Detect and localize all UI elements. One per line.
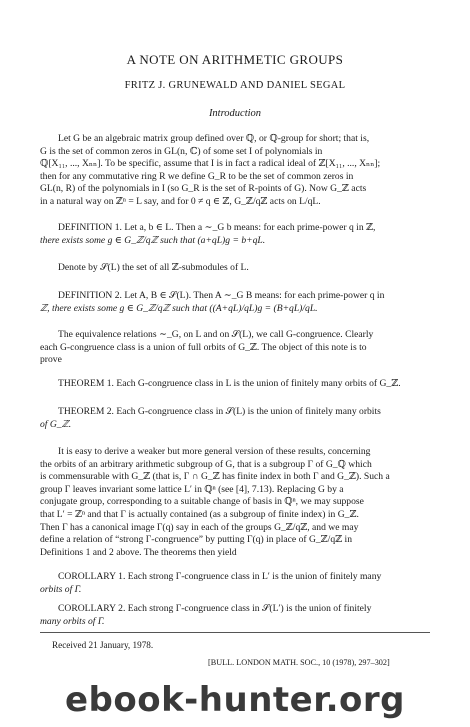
received-date: Received 21 January, 1978. [52, 640, 154, 650]
text-line: ℚ[X₁₁, ..., Xₙₙ]. To be specific, assume that I is in fact a radical ideal of ℤ[X₁₁, ..., Xₙₙ]; [40, 158, 381, 170]
text-line: THEOREM 1. Each G-congruence class in L is the union of finitely many orbits of G_ℤ. [58, 378, 401, 389]
theorem-1 [40, 378, 430, 391]
text-line: in a natural way on ℤⁿ = L say, and for 0 ≠ q ∈ ℤ, G_ℤ/qℤ acts on L/qL. [40, 195, 321, 207]
corollary-1 [40, 571, 430, 596]
paragraph-equivalence [40, 329, 430, 367]
paper-authors: FRITZ J. GRUNEWALD AND DANIEL SEGAL [124, 80, 346, 91]
text-line: Then Γ has a canonical image Γ(q) say in each of the groups G_ℤ/qℤ, and we may [40, 521, 359, 533]
text-line: orbits of Γ. [40, 583, 82, 595]
text-line: Definitions 1 and 2 above. The theorems then yield [40, 546, 237, 558]
text-line: It is easy to derive a weaker but more general version of these results, concerning [58, 446, 371, 457]
text-line: COROLLARY 2. Each strong Γ-congruence class in 𝒮(L′) is the union of finitely [58, 603, 372, 614]
text-line: there exists some g ∈ G_ℤ/qℤ such that (a+qL)g = b+qL. [40, 234, 266, 246]
text-line: DEFINITION 2. Let A, B ∈ 𝒮(L). Then A ∼_G B means: for each prime-power q in [58, 290, 385, 301]
text-line: conjugate group, corresponding to a suitable change of basis in ℚⁿ, we may suppose [40, 496, 364, 508]
text-line: many orbits of Γ. [40, 615, 105, 627]
text-line: DEFINITION 1. Let a, b ∈ L. Then a ∼_G b means: for each prime-power q in ℤ, [58, 222, 376, 233]
text-line: prove [40, 354, 62, 366]
text-line: Let G be an algebraic matrix group defined over ℚ, or ℚ-group for short; that is, [58, 133, 370, 144]
text-line: COROLLARY 1. Each strong Γ-congruence class in L′ is the union of finitely many [58, 571, 382, 582]
corollary-2 [40, 603, 430, 628]
text-line: THEOREM 2. Each G-congruence class in 𝒮(L) is the union of finitely many orbits [58, 406, 381, 417]
text-line: group Γ leaves invariant some lattice L′ in ℚⁿ (see [4], 7.13). Replacing G by a [40, 483, 344, 495]
text-line: that L′ = ℤⁿ and that Γ is actually contained (as a subgroup of finite index) in G_ℤ. [40, 508, 359, 520]
text-line: the orbits of an arbitrary arithmetic subgroup of G, that is a subgroup Γ of G_ℚ which [40, 458, 372, 470]
section-heading: Introduction [208, 108, 262, 119]
text-line: is commensurable with G_ℤ (that is, Γ ∩ G_ℤ has finite index in both Γ and G_ℤ). Such a [40, 471, 390, 483]
definition-2 [40, 290, 430, 315]
text-line: Denote by 𝒮(L) the set of all ℤ-submodules of L. [58, 262, 249, 273]
text-line: ℤ, there exists some g ∈ G_ℤ/qℤ such that ((A+qL)/qL)g = (B+qL)/qL. [40, 302, 318, 314]
definition-1 [40, 222, 430, 247]
paper-title: A NOTE ON ARITHMETIC GROUPS [126, 52, 344, 67]
watermark-logo: ebook-hunter.org [64, 680, 406, 720]
text-line: G is the set of common zeros in GL(n, ℂ) of some set I of polynomials in [40, 145, 323, 157]
theorem-2 [40, 406, 430, 431]
journal-citation: [BULL. LONDON MATH. SOC., 10 (1978), 297–302] [208, 658, 390, 667]
text-line: each G-congruence class is a union of full orbits of G_ℤ. The object of this note is to [40, 341, 367, 353]
text-line: of G_ℤ. [40, 418, 72, 430]
text-line: then for any commutative ring R we define G_R to be the set of common zeros in [40, 170, 354, 182]
footnote-rule [40, 632, 430, 633]
paragraph-arithmetic-subgroup [40, 446, 430, 559]
text-line: The equivalence relations ∼_G, on L and on 𝒮(L), we call G-congruence. Clearly [58, 329, 374, 340]
paragraph-submodules [40, 262, 430, 275]
paragraph-intro [40, 133, 430, 209]
text-line: define a relation of “strong Γ-congruence” by putting Γ(q) in place of G_ℤ/qℤ in [40, 534, 353, 546]
text-line: GL(n, R) of the polynomials in I (so G_R is the set of R-points of G). Now G_ℤ acts [40, 183, 367, 195]
